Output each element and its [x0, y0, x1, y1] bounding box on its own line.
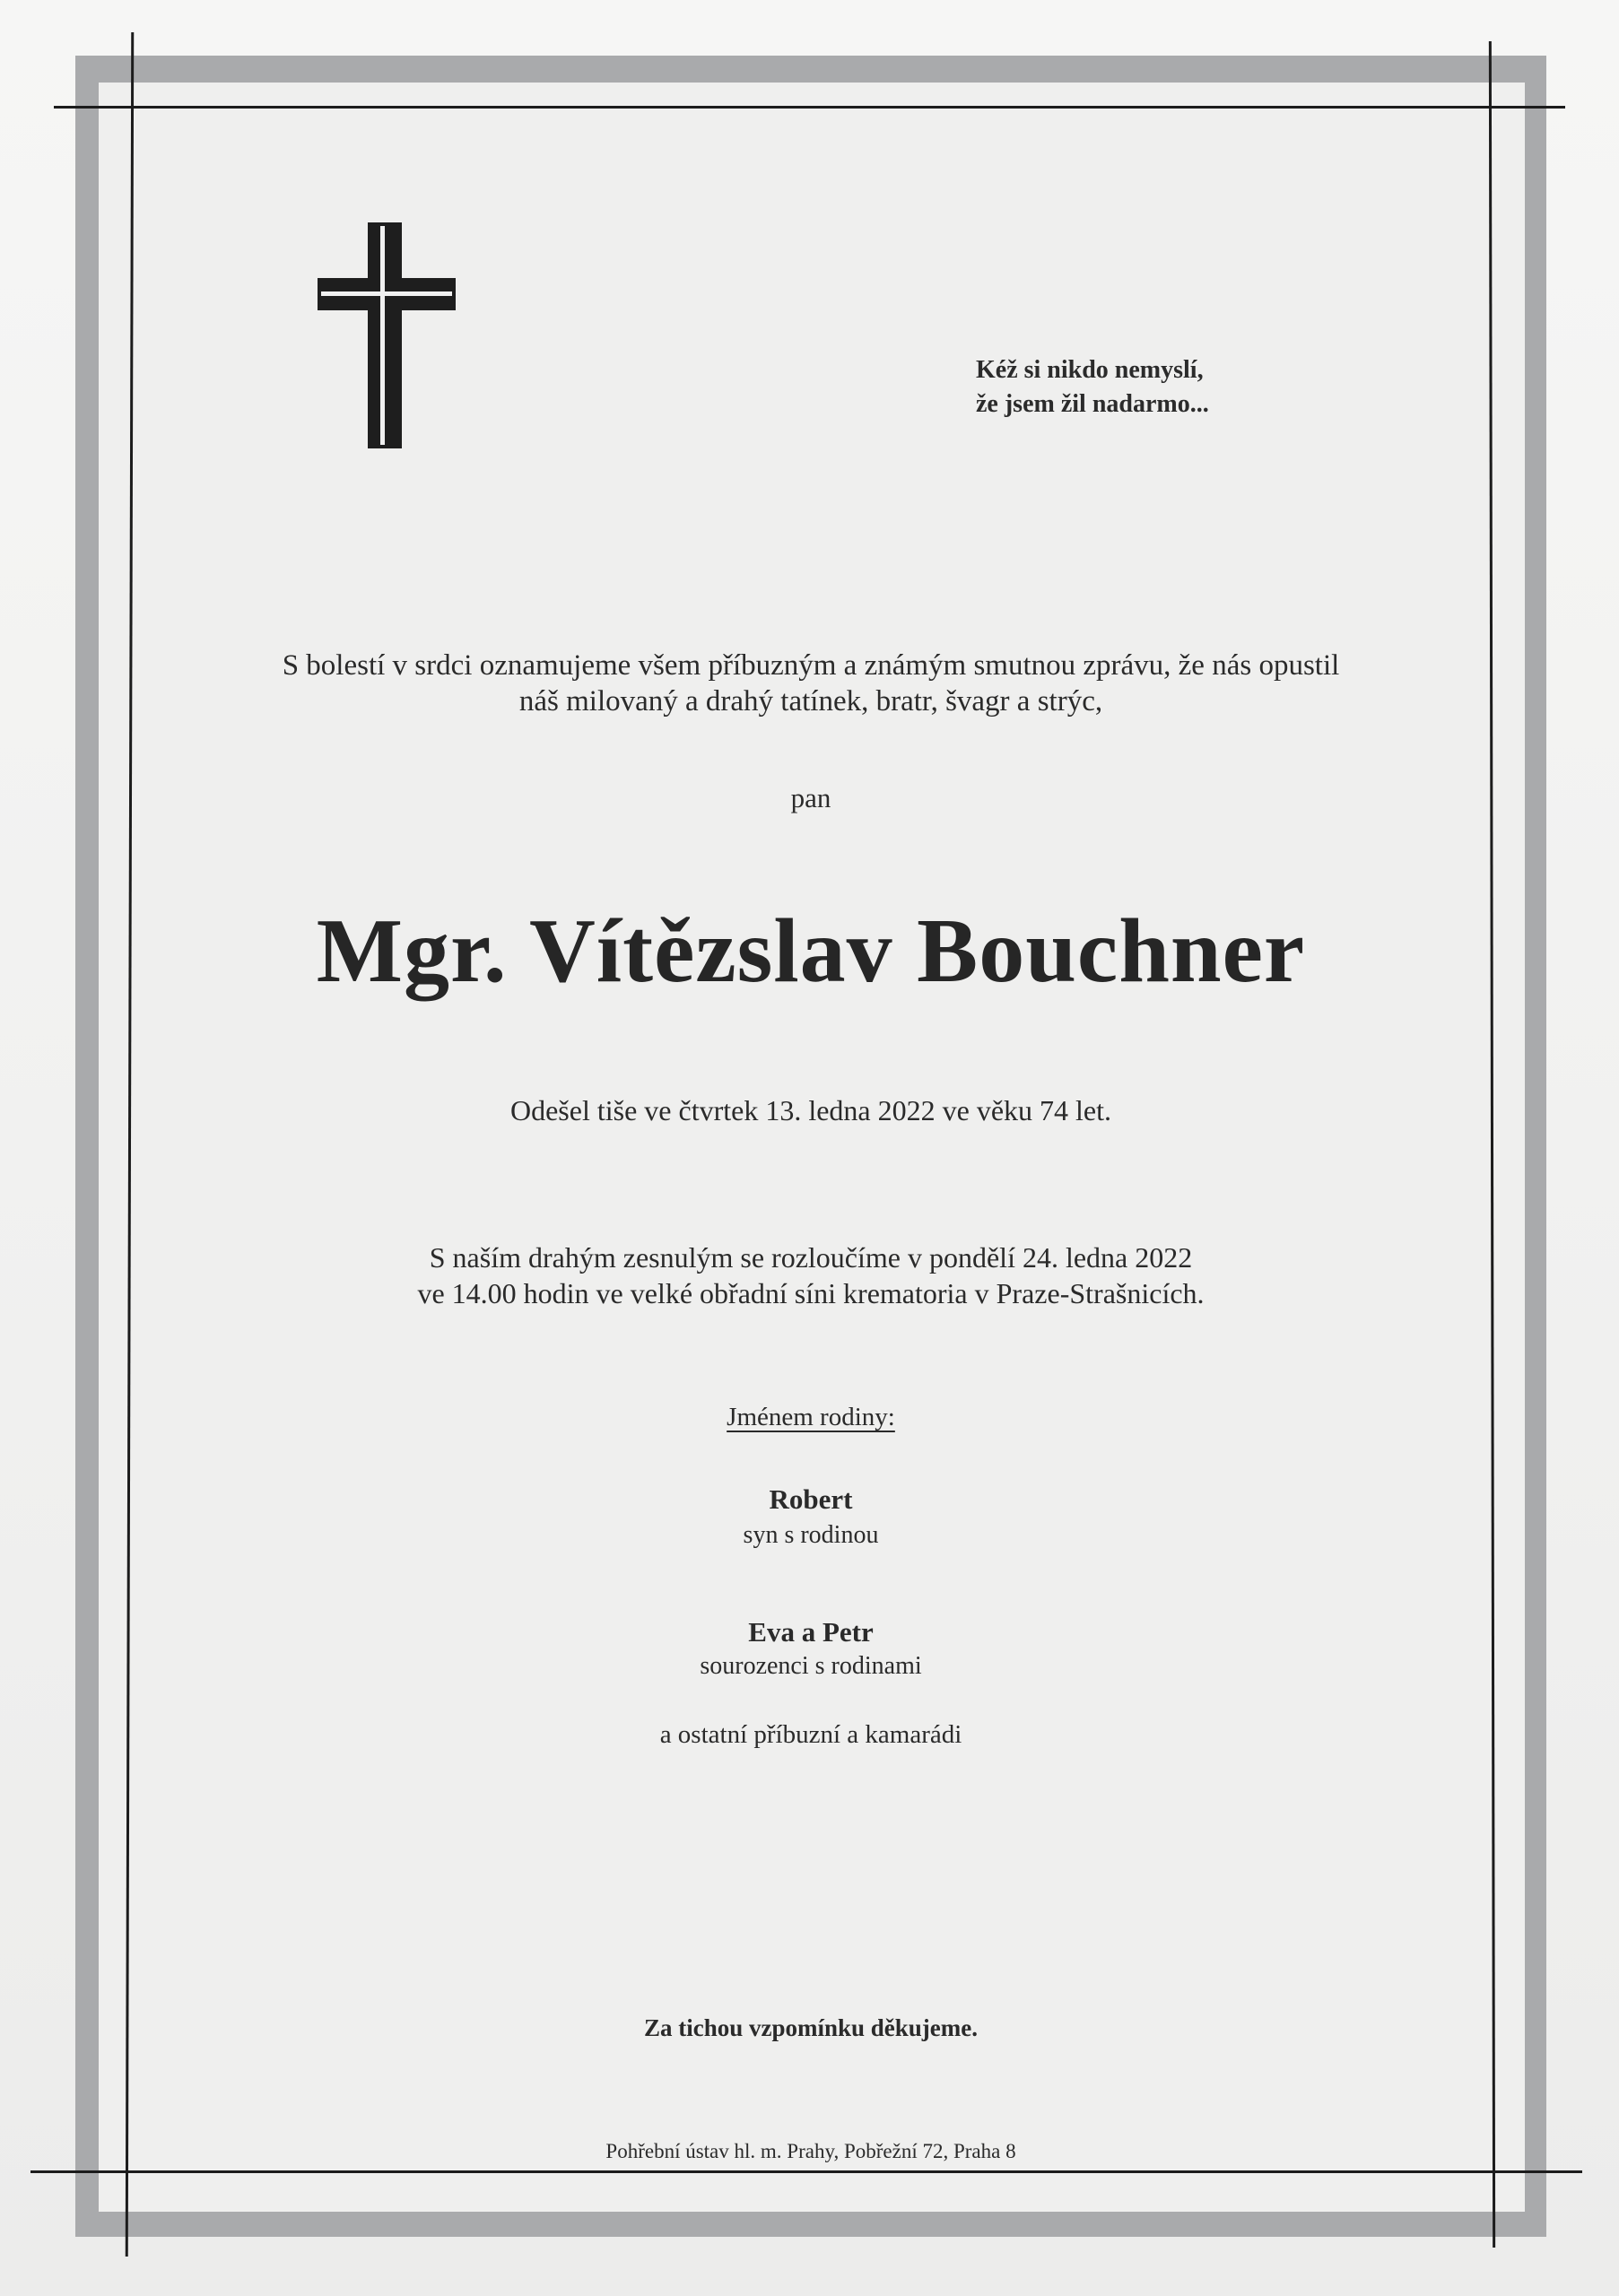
farewell-line-1: S naším drahým zesnulým se rozloučíme v pondělí 24. ledna 2022	[429, 1241, 1193, 1274]
motto-line-2: že jsem žil nadarmo...	[976, 390, 1209, 418]
family-member-relation: sourozenci s rodinami	[700, 1652, 922, 1680]
inner-paper	[99, 83, 1525, 2212]
announcement-line-1: S bolestí v srdci oznamujeme všem příbuzným a známým smutnou zprávu, že nás opustil	[282, 649, 1340, 682]
farewell-notice	[131, 1239, 1491, 1311]
family-member-name: Robert	[769, 1483, 853, 1515]
family-member-relation: syn s rodinou	[743, 1521, 879, 1549]
motto-line-1: Kéž si nikdo nemyslí,	[976, 356, 1204, 384]
bottom-rule	[30, 2170, 1582, 2173]
passing-notice: Odešel tiše ve čtvrtek 13. ledna 2022 ve věku 74 let.	[509, 1094, 1112, 1126]
family-label	[131, 1403, 1491, 1432]
motto-quote	[976, 353, 1209, 422]
top-rule	[54, 106, 1565, 109]
family-member-name: Eva a Petr	[748, 1616, 874, 1648]
announcement-line-2: náš milovaný a drahý tatínek, bratr, švagr a strýc,	[518, 685, 1103, 718]
announcement	[131, 648, 1491, 719]
thanks-note: Za tichou vzpomínku děkujeme.	[643, 2014, 979, 2041]
other-relatives: a ostatní příbuzní a kamarádi	[659, 1720, 962, 1749]
funeral-home-footer: Pohřební ústav hl. m. Prahy, Pobřežní 72, Praha 8	[605, 2140, 1016, 2162]
cross-icon	[318, 222, 456, 448]
honorific: pan	[790, 782, 831, 813]
farewell-line-2: ve 14.00 hodin ve velké obřadní síni krematoria v Praze-Strašnicích.	[417, 1277, 1205, 1309]
deceased-name: Mgr. Vítězslav Bouchner	[316, 900, 1306, 1002]
family-label-text: Jménem rodiny:	[727, 1403, 895, 1431]
